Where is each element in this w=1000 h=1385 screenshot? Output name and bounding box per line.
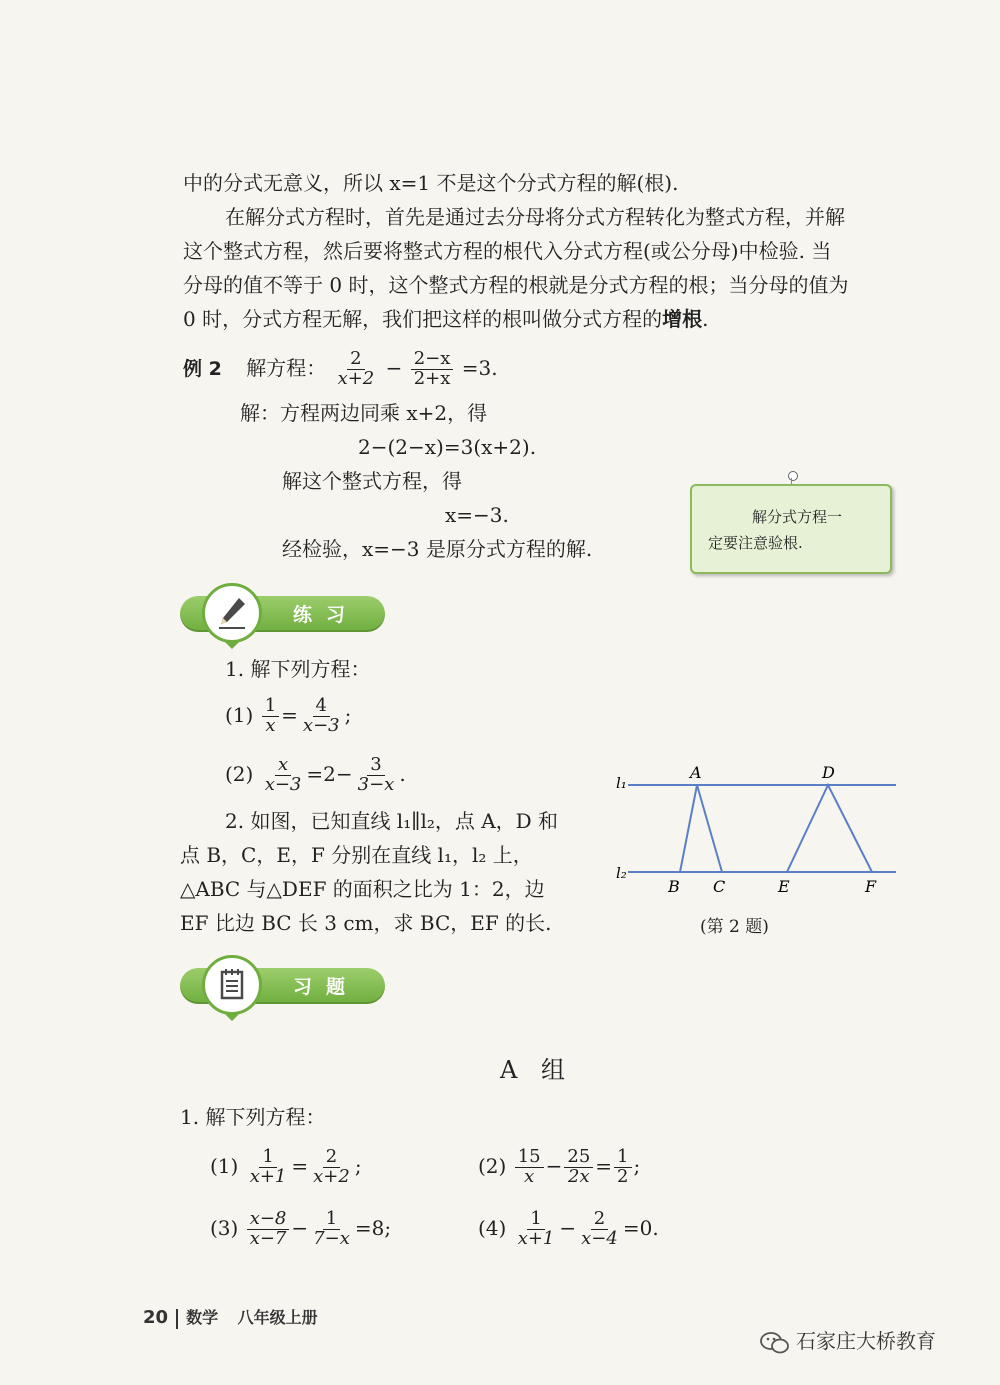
fraction: $\frac{1}{2}$ [614, 1148, 631, 1187]
practice-q1: 1. 解下列方程： [225, 657, 371, 681]
practice-q2-line-3: △ABC 与△DEF 的面积之比为 1：2，边 [180, 877, 545, 901]
group-title: A 组 [500, 1056, 573, 1084]
solution-line-5: 经检验，x=−3 是原分式方程的解. [282, 537, 593, 561]
practice-banner-label: 练习 [293, 604, 360, 626]
exercise-q1-1: (1) $\frac{1}{x+1}$ = $\frac{2}{x+2}$ ; [210, 1146, 362, 1187]
para-line-5-text: 0 时，分式方程无解，我们把这样的根叫做分式方程的 [183, 307, 663, 331]
point-b: B [668, 877, 680, 896]
solution-line-4: x=−3. [445, 503, 509, 527]
fraction: $\frac{15}{x}$ [515, 1148, 544, 1187]
triangle-abc [680, 785, 722, 872]
fraction: $\frac{1}{7-x}$ [313, 1208, 350, 1249]
point-e: E [778, 877, 790, 896]
footer-divider [176, 1309, 178, 1329]
term-zenggen: 增根 [662, 307, 703, 331]
para-line-1: 中的分式无意义，所以 x=1 不是这个分式方程的解(根). [183, 171, 679, 195]
page-number: 20 [143, 1307, 169, 1328]
solution-line-2: 2−(2−x)=3(x+2). [358, 435, 537, 459]
banner-icon-circle [202, 955, 262, 1015]
point-f: F [865, 877, 877, 896]
point-d: D [822, 763, 835, 782]
fraction: $\frac{3}{3-x}$ [357, 754, 395, 795]
para-line-4: 分母的值不等于 0 时，这个整式方程的根就是分式方程的根；当分母的值为 [183, 273, 849, 297]
footer-grade: 八年级上册 [237, 1308, 318, 1327]
fraction: $\frac{25}{2x}$ [564, 1148, 593, 1187]
practice-banner [180, 596, 385, 632]
fraction: $\frac{1}{x+1}$ [249, 1146, 287, 1187]
point-a: A [690, 763, 702, 782]
label-l2: l₂ [616, 864, 627, 882]
solution-line-3: 解这个整式方程，得 [282, 469, 462, 493]
fraction: $\frac{2}{x+2}$ [337, 348, 375, 389]
fraction: $\frac{2-x}{2+x}$ [411, 350, 454, 389]
solution-line-1: 解：方程两边同乘 x+2，得 [240, 401, 488, 425]
exercises-banner [180, 968, 385, 1004]
exercise-q1: 1. 解下列方程： [180, 1105, 326, 1129]
equation-rhs: =3. [461, 356, 498, 380]
point-c: C [713, 877, 726, 896]
fraction: $\frac{1}{x}$ [262, 697, 279, 736]
example-label: 例 2 [183, 358, 222, 380]
para-line-3: 这个整式方程，然后要将整式方程的根代入分式方程(或公分母)中检验. 当 [183, 239, 832, 263]
exercise-q1-3: (3) $\frac{x-8}{x-7}$ − $\frac{1}{7-x}$ =8; [210, 1208, 392, 1249]
notepad-icon [217, 968, 247, 1002]
practice-q2-line-4: EF 比边 BC 长 3 cm，求 BC，EF 的长. [180, 911, 552, 935]
watermark [760, 1325, 936, 1355]
para-line-2: 在解分式方程时，首先是通过去分母将分式方程转化为整式方程，并解 [225, 205, 845, 229]
example-prompt: 解方程： [246, 356, 327, 380]
label-l1: l₁ [616, 774, 627, 792]
fraction: $\frac{2}{x-4}$ [581, 1208, 618, 1249]
para-line-5-end: . [702, 307, 709, 331]
para-line-5 [183, 304, 708, 334]
fraction: $\frac{x}{x-3}$ [264, 754, 302, 795]
exercise-q1-2: (2) $\frac{15}{x}$ − $\frac{25}{2x}$ = $\frac{1}{2}$ ; [478, 1146, 641, 1187]
fraction: $\frac{4}{x-3}$ [302, 695, 340, 736]
pin-icon [788, 471, 798, 481]
fraction: $\frac{2}{x+2}$ [313, 1146, 350, 1187]
practice-q2-line-2: 点 B，C，E，F 分别在直线 l₁，l₂ 上， [180, 843, 533, 867]
exercise-q1-4: (4) $\frac{1}{x+1}$ − $\frac{2}{x-4}$ =0. [478, 1208, 659, 1249]
parallel-lines-figure [610, 760, 900, 900]
pencil-icon [217, 596, 247, 630]
banner-icon-circle [202, 583, 262, 643]
example-2-heading [183, 348, 498, 389]
banner-pointer [225, 642, 239, 649]
fraction: $\frac{x-8}{x-7}$ [247, 1210, 290, 1249]
page-footer [143, 1305, 318, 1329]
practice-q1b: (2) $\frac{x}{x-3}$ =2− $\frac{3}{3-x}$ . [225, 754, 406, 795]
practice-q1a: (1) $\frac{1}{x}$ = $\frac{4}{x-3}$ ; [225, 695, 352, 736]
side-note [690, 484, 892, 574]
banner-pointer [225, 1014, 239, 1021]
operator: − [385, 356, 403, 380]
figure-caption: (第 2 题) [700, 917, 769, 937]
wechat-icon [760, 1331, 790, 1355]
side-note-line-1: 解分式方程一 [752, 508, 843, 526]
footer-subject: 数学 [186, 1308, 219, 1327]
exercises-banner-label: 习题 [293, 976, 360, 998]
triangle-def [787, 785, 872, 872]
practice-q2-line-1: 2. 如图，已知直线 l₁∥l₂，点 A，D 和 [225, 809, 559, 833]
fraction: $\frac{1}{x+1}$ [517, 1208, 555, 1249]
watermark-text: 石家庄大桥教育 [796, 1329, 936, 1353]
side-note-line-2: 定要注意验根. [708, 534, 803, 552]
